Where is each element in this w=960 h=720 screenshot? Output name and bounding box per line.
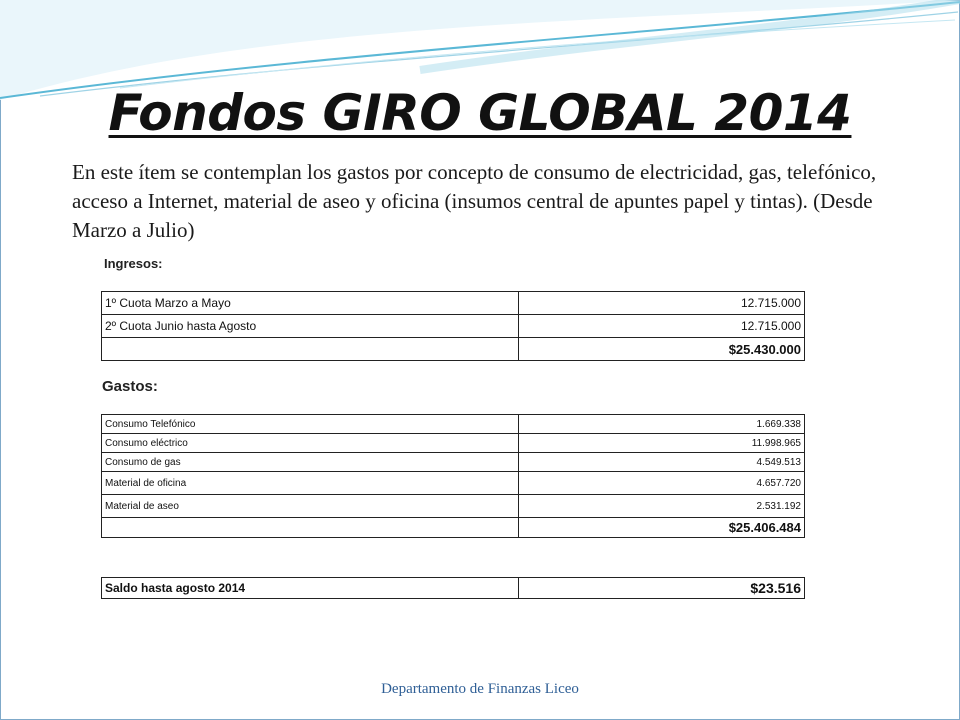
table-row [102, 434, 805, 453]
ingresos-label: Ingresos: [104, 256, 163, 271]
concepto-cell: Material de aseo [102, 495, 519, 518]
monto-cell: 11.998.965 [519, 434, 805, 453]
monto-cell: 12.715.000 [519, 292, 805, 315]
concepto-cell: 2º Cuota Junio hasta Agosto [102, 315, 519, 338]
concepto-cell: Material de oficina [102, 472, 519, 495]
concepto-cell: Consumo de gas [102, 453, 519, 472]
gastos-total-cell: $25.406.484 [519, 518, 805, 538]
monto-cell: 2.531.192 [519, 495, 805, 518]
page-title: Fondos GIRO GLOBAL 2014 [108, 84, 852, 142]
table-row [102, 495, 805, 518]
table-row [102, 578, 805, 599]
saldo-value-cell: $23.516 [519, 578, 805, 599]
table-row [102, 315, 805, 338]
monto-cell: 1.669.338 [519, 415, 805, 434]
saldo-label-cell: Saldo hasta agosto 2014 [102, 578, 519, 599]
intro-paragraph: En este ítem se contemplan los gastos por concepto de consumo de electricidad, gas, telefónico, acceso a Internet, material de aseo y oficina (insumos central de apuntes papel y tintas). (Desde Marzo a Julio) [72, 160, 877, 242]
monto-cell: 4.549.513 [519, 453, 805, 472]
total-row [102, 338, 805, 361]
concepto-cell: Consumo Telefónico [102, 415, 519, 434]
saldo-table [101, 577, 805, 599]
gastos-label: Gastos: [102, 378, 158, 395]
ingresos-table [101, 291, 805, 361]
gastos-table [101, 414, 805, 538]
ingresos-total-cell: $25.430.000 [519, 338, 805, 361]
empty-cell [102, 338, 519, 361]
table-row [102, 415, 805, 434]
table-row [102, 472, 805, 495]
footer-text: Departamento de Finanzas Liceo [381, 681, 579, 697]
concepto-cell: 1º Cuota Marzo a Mayo [102, 292, 519, 315]
monto-cell: 12.715.000 [519, 315, 805, 338]
table-row [102, 453, 805, 472]
total-row [102, 518, 805, 538]
monto-cell: 4.657.720 [519, 472, 805, 495]
empty-cell [102, 518, 519, 538]
table-row [102, 292, 805, 315]
concepto-cell: Consumo eléctrico [102, 434, 519, 453]
